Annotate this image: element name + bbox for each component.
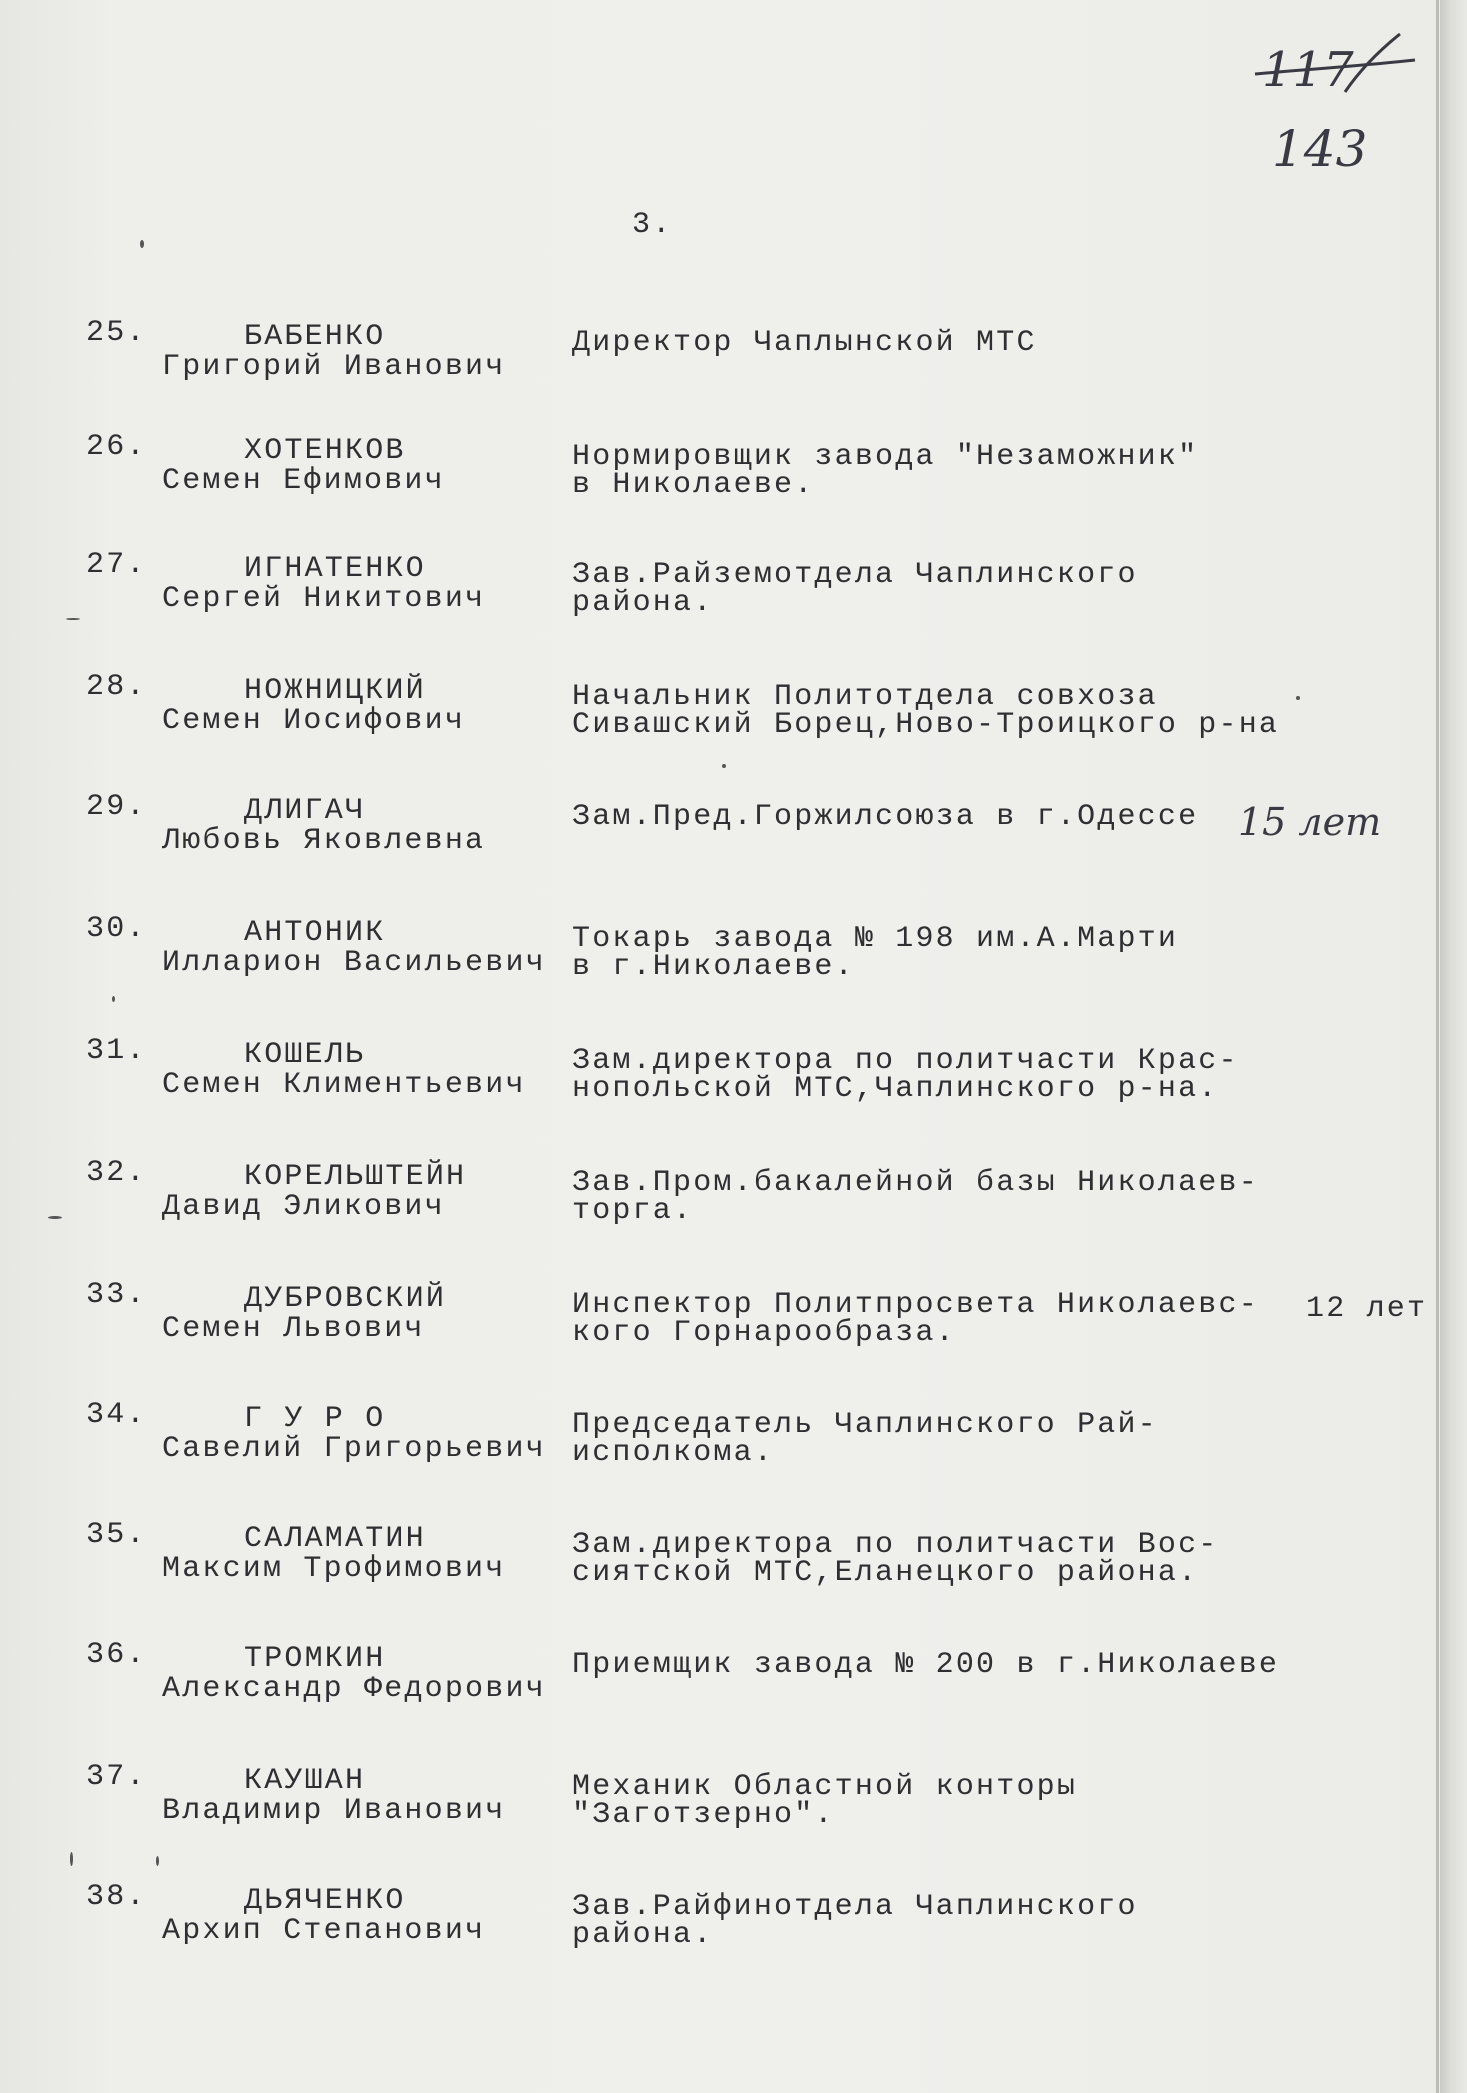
entry-surname: КАУШАН bbox=[244, 1764, 366, 1798]
paper-speck bbox=[156, 1856, 159, 1866]
entry-position-line-2: Сивашский Борец,Ново-Троицкого р-на bbox=[572, 708, 1280, 742]
entry-given-name: Давид Эликович bbox=[162, 1190, 445, 1224]
entry-position-line-1: Зам.директора по политчасти Вос- bbox=[572, 1528, 1219, 1562]
paper-speck bbox=[112, 996, 115, 1002]
entry-position-line-1: Зав.Райфинотдела Чаплинского bbox=[572, 1890, 1138, 1924]
paper-speck bbox=[1296, 696, 1300, 700]
entry-given-name: Семен Климентьевич bbox=[162, 1068, 526, 1102]
entry-surname: САЛАМАТИН bbox=[244, 1522, 426, 1556]
entry-position-line-1: Начальник Политотдела совхоза bbox=[572, 680, 1158, 714]
entry-position-line-2: в Николаеве. bbox=[572, 468, 815, 502]
entry-position-line-1: Зав.Райземотдела Чаплинского bbox=[572, 558, 1138, 592]
entry-surname: КОРЕЛЬШТЕЙН bbox=[244, 1160, 467, 1194]
entry-surname: ДЬЯЧЕНКО bbox=[244, 1884, 406, 1918]
paper-speck bbox=[722, 764, 726, 768]
entry-number: 25. bbox=[86, 316, 147, 350]
entry-number: 26. bbox=[86, 430, 147, 464]
entry-given-name: Григорий Иванович bbox=[162, 350, 506, 384]
entry-number: 30. bbox=[86, 912, 147, 946]
entry-surname: НОЖНИЦКИЙ bbox=[244, 674, 426, 708]
entry-surname: АНТОНИК bbox=[244, 916, 386, 950]
entry-given-name: Семен Львович bbox=[162, 1312, 425, 1346]
entry-position-line-2: нопольской МТС,Чаплинского р-на. bbox=[572, 1072, 1219, 1106]
page-edge-shadow bbox=[1436, 0, 1439, 2093]
entry-position-line-2: "Заготзерно". bbox=[572, 1798, 835, 1832]
entry-number: 31. bbox=[86, 1034, 147, 1068]
list-entry bbox=[0, 550, 1440, 620]
list-entry bbox=[0, 1640, 1440, 1710]
paper-speck bbox=[70, 1852, 73, 1866]
old-folio-number: 117 bbox=[1262, 42, 1354, 98]
entry-position-line-1: Зам.директора по политчасти Крас- bbox=[572, 1044, 1239, 1078]
entry-position-line-2: исполкома. bbox=[572, 1436, 775, 1470]
entry-position-line-1: Инспектор Политпросвета Николаевс- bbox=[572, 1288, 1259, 1322]
entry-number: 35. bbox=[86, 1518, 147, 1552]
list-entry bbox=[0, 1762, 1440, 1832]
list-entry bbox=[0, 1036, 1440, 1106]
entry-position-line-2: района. bbox=[572, 586, 714, 620]
page-edge bbox=[1440, 0, 1467, 2093]
paper-speck bbox=[140, 240, 144, 248]
list-entry bbox=[0, 1520, 1440, 1590]
entry-number: 34. bbox=[86, 1398, 147, 1432]
handwritten-note: 15 лет bbox=[1238, 800, 1382, 844]
entry-number: 33. bbox=[86, 1278, 147, 1312]
entry-surname: ИГНАТЕНКО bbox=[244, 552, 426, 586]
page-number: 3. bbox=[632, 208, 673, 242]
entry-position-line-1: Механик Областной конторы bbox=[572, 1770, 1078, 1804]
list-entry bbox=[0, 1400, 1440, 1470]
entry-surname: ХОТЕНКОВ bbox=[244, 434, 406, 468]
entry-position-line-2: кого Горнарообраза. bbox=[572, 1316, 956, 1350]
entry-number: 36. bbox=[86, 1638, 147, 1672]
entry-number: 28. bbox=[86, 670, 147, 704]
entry-given-name: Савелий Григорьевич bbox=[162, 1432, 546, 1466]
list-entry bbox=[0, 1882, 1440, 1952]
entry-surname: КОШЕЛЬ bbox=[244, 1038, 366, 1072]
entry-given-name: Александр Федорович bbox=[162, 1672, 546, 1706]
entry-position-line-2: района. bbox=[572, 1918, 714, 1952]
entry-surname: ДЛИГАЧ bbox=[244, 794, 366, 828]
entry-position-line-1: Токарь завода № 198 им.А.Марти bbox=[572, 922, 1179, 956]
list-entry bbox=[0, 1158, 1440, 1228]
list-entry bbox=[0, 432, 1440, 502]
list-entry bbox=[0, 318, 1440, 388]
entry-position-line-1: Зам.Пред.Горжилсоюза в г.Одессе bbox=[572, 800, 1199, 834]
entry-position-line-2: в г.Николаеве. bbox=[572, 950, 855, 984]
entry-given-name: Максим Трофимович bbox=[162, 1552, 506, 1586]
entry-number: 37. bbox=[86, 1760, 147, 1794]
folio-number: 143 bbox=[1272, 120, 1368, 178]
entry-number: 32. bbox=[86, 1156, 147, 1190]
entry-position-line-1: Директор Чаплынской МТС bbox=[572, 326, 1037, 360]
paper-speck bbox=[48, 1216, 62, 1219]
entry-number: 38. bbox=[86, 1880, 147, 1914]
entry-position-line-1: Нормировщик завода "Незаможник" bbox=[572, 440, 1199, 474]
entry-position-line-1: Приемщик завода № 200 в г.Николаеве bbox=[572, 1648, 1280, 1682]
list-entry bbox=[0, 1280, 1440, 1350]
entry-side-note: 12 лет bbox=[1306, 1292, 1428, 1326]
list-entry bbox=[0, 792, 1440, 862]
entry-given-name: Семен Ефимович bbox=[162, 464, 445, 498]
entry-given-name: Владимир Иванович bbox=[162, 1794, 506, 1828]
entry-position-line-2: торга. bbox=[572, 1194, 694, 1228]
entry-position-line-1: Председатель Чаплинского Рай- bbox=[572, 1408, 1158, 1442]
entry-surname: БАБЕНКО bbox=[244, 320, 386, 354]
list-entry bbox=[0, 914, 1440, 984]
entry-surname: ДУБРОВСКИЙ bbox=[244, 1282, 447, 1316]
entry-given-name: Архип Степанович bbox=[162, 1914, 486, 1948]
entry-given-name: Илларион Васильевич bbox=[162, 946, 546, 980]
entry-given-name: Сергей Никитович bbox=[162, 582, 486, 616]
list-entry bbox=[0, 672, 1440, 742]
entry-number: 29. bbox=[86, 790, 147, 824]
entry-surname: ТРОМКИН bbox=[244, 1642, 386, 1676]
entry-position-line-2: сиятской МТС,Еланецкого района. bbox=[572, 1556, 1199, 1590]
entry-number: 27. bbox=[86, 548, 147, 582]
paper-speck bbox=[66, 618, 80, 620]
entry-surname: Г У Р О bbox=[244, 1402, 386, 1436]
entry-given-name: Любовь Яковлевна bbox=[162, 824, 486, 858]
entry-given-name: Семен Иосифович bbox=[162, 704, 466, 738]
entry-position-line-1: Зав.Пром.бакалейной базы Николаев- bbox=[572, 1166, 1259, 1200]
